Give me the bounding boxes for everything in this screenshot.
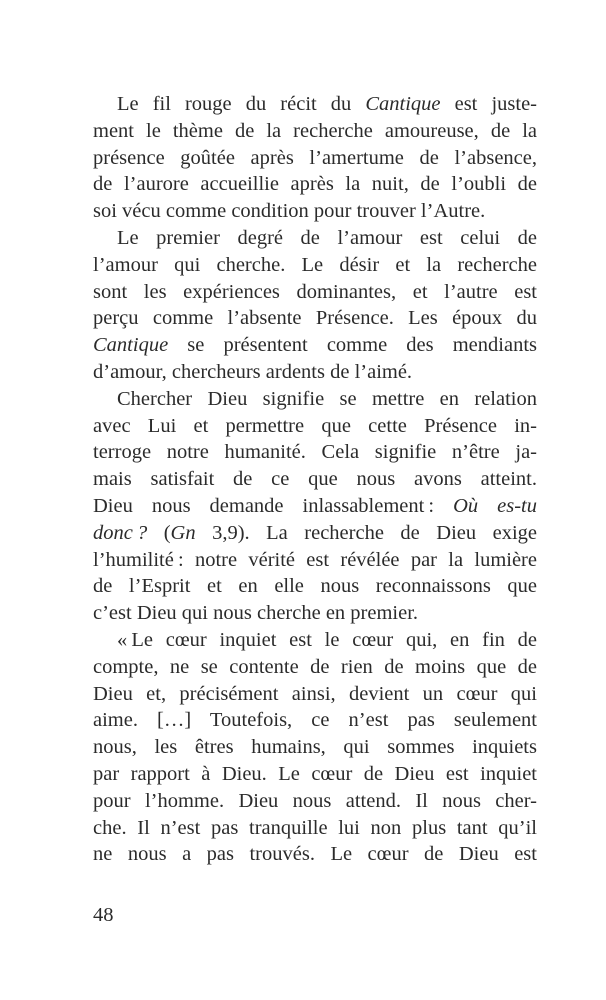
text-segment: est juste-: [440, 93, 537, 115]
text-line: [93, 145, 537, 172]
text-segment: perçu comme l’absente Présence. Les époux du: [93, 307, 537, 330]
text-line: [93, 118, 537, 145]
text-line: [93, 841, 537, 868]
body-text: [93, 91, 537, 868]
text-line: [93, 654, 537, 681]
text-segment: avec Lui et permettre que cette Présence in-: [93, 414, 537, 437]
text-segment: terroge notre humanité. Cela signifie n’être ja-: [93, 441, 537, 464]
page-number: 48: [93, 904, 114, 926]
text-segment: de l’aurore accueillie après la nuit, de l’oubli de: [93, 173, 537, 196]
text-segment: se présentent comme des mendiants: [168, 334, 537, 357]
text-line: [93, 627, 537, 654]
text-segment: (: [147, 521, 171, 544]
text-segment: l’amour qui cherche. Le désir et la recherche: [93, 253, 537, 276]
italic-text: Où es-tu: [453, 494, 538, 517]
text-segment: compte, ne se contente de rien de moins que de: [93, 655, 537, 678]
text-segment: ne nous a pas trouvés. Le cœur de Dieu est: [93, 843, 537, 866]
text-segment: pour l’homme. Dieu nous attend. Il nous cher-: [93, 789, 537, 812]
text-line: [93, 600, 537, 627]
text-line: [93, 252, 537, 279]
text-segment: présence goûtée après l’amertume de l’absence,: [93, 146, 537, 169]
text-line: [93, 359, 537, 386]
text-line: [93, 681, 537, 708]
text-segment: Le fil rouge du récit du: [117, 93, 366, 115]
italic-text: donc ?: [93, 521, 148, 544]
text-segment: Chercher Dieu signifie se mettre en relation: [117, 387, 537, 410]
italic-text: Gn: [170, 521, 196, 544]
italic-text: Cantique: [365, 93, 441, 115]
text-segment: soi vécu comme condition pour trouver l’Autre.: [93, 200, 486, 223]
text-segment: 3,9). La recherche de Dieu exige: [195, 521, 538, 544]
text-segment: l’humilité : notre vérité est révélée par la lumière: [93, 548, 537, 571]
text-line: [93, 734, 537, 761]
text-line: [93, 386, 537, 413]
text-segment: ment le thème de la recherche amoureuse, de la: [93, 119, 537, 142]
text-line: [93, 815, 537, 842]
text-line: [93, 439, 537, 466]
text-line: [93, 761, 537, 788]
text-line: [93, 225, 537, 252]
text-segment: nous, les êtres humains, qui sommes inquiets: [93, 736, 537, 759]
text-line: [93, 413, 537, 440]
text-line: [93, 573, 537, 600]
text-line: [93, 788, 537, 815]
text-segment: d’amour, chercheurs ardents de l’aimé.: [93, 360, 413, 383]
text-segment: de l’Esprit et en elle nous reconnaissons que: [93, 575, 537, 598]
text-line: [93, 198, 537, 225]
text-segment: Le premier degré de l’amour est celui de: [117, 226, 537, 249]
text-segment: « Le cœur inquiet est le cœur qui, en fin de: [117, 628, 537, 651]
text-segment: aime. […] Toutefois, ce n’est pas seulement: [93, 709, 537, 732]
text-segment: sont les expériences dominantes, et l’autre est: [93, 280, 537, 303]
text-line: [93, 547, 537, 574]
text-line: [93, 707, 537, 734]
text-line: [93, 305, 537, 332]
text-line: [93, 332, 537, 359]
text-line: [93, 466, 537, 493]
text-segment: Dieu nous demande inlassablement :: [93, 494, 454, 517]
text-line: [93, 279, 537, 306]
italic-text: Cantique: [93, 334, 169, 357]
text-segment: c’est Dieu qui nous cherche en premier.: [93, 602, 419, 625]
text-line: [93, 171, 537, 198]
text-segment: che. Il n’est pas tranquille lui non plus tant qu’il: [93, 816, 537, 839]
text-line: [93, 493, 537, 520]
text-line: [93, 91, 537, 118]
text-segment: Dieu et, précisément ainsi, devient un cœur qui: [93, 682, 537, 705]
text-segment: par rapport à Dieu. Le cœur de Dieu est inquiet: [93, 762, 537, 785]
text-segment: mais satisfait de ce que nous avons atteint.: [93, 468, 537, 491]
text-line: [93, 520, 537, 547]
